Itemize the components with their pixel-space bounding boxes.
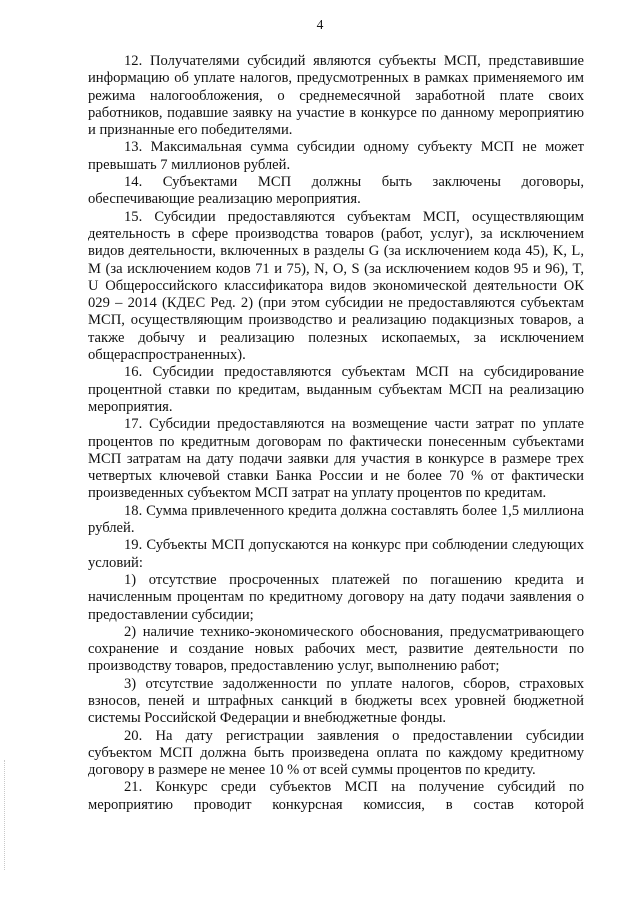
paragraph-19-admission-conditions: 19. Субъекты МСП допускаются на конкурс при соблюдении следующих условий: <box>88 537 584 571</box>
paragraph-18-credit-amount: 18. Сумма привлеченного кредита должна составлять более 1,5 миллиона рублей. <box>88 502 584 537</box>
paragraph-13-max-subsidy: 13. Максимальная сумма субсидии одному субъекту МСП не может превышать 7 миллионов рублей. <box>88 139 584 173</box>
condition-2-feasibility-study: 2) наличие технико-экономического обоснования, предусматривающего сохранение и создание новых рабочих мест, развитие деятельности по производству товаров, предоставлению услуг, выполнению работ; <box>88 623 584 675</box>
paragraph-12-recipients: 12. Получателями субсидий являются субъекты МСП, представившие информацию об уплате налогов, предусмотренных в рамках применяемого им режима налогообложения, о среднемесячной заработной плате своих работников, подавшие заявку на участие в конкурсе по данному мероприятию и признанные его победителями. <box>88 53 584 139</box>
paragraph-17-cost-reimbursement: 17. Субсидии предоставляются на возмещение части затрат по уплате процентов по кредитным договорам по фактически понесенным субъектами МСП затратам на дату подачи заявки для участия в конкурсе в размере трех четвертых ключевой ставки Банка России и не более 70 % от фактически произведенных субъектом МСП затрат на уплату процентов по кредитам. <box>88 416 584 502</box>
document-body <box>88 53 584 814</box>
page-number: 4 <box>316 17 324 32</box>
paragraph-21-commission: 21. Конкурс среди субъектов МСП на получение субсидий по мероприятию проводит конкурсная комиссия, в состав которой <box>88 779 584 813</box>
paragraph-14-contracts: 14. Субъектами МСП должны быть заключены договоры, обеспечивающие реализацию мероприятия. <box>88 174 584 208</box>
condition-1-no-overdue-payments: 1) отсутствие просроченных платежей по погашению кредита и начисленным процентам по кредитному договору на дату подачи заявления о предоставлении субсидии; <box>88 571 584 623</box>
paragraph-15-eligible-activities: 15. Субсидии предоставляются субъектам МСП, осуществляющим деятельность в сфере производства товаров (работ, услуг), за исключением видов деятельности, включенных в разделы G (за исключением кода 45), K, L, M (за исключением кодов 71 и 75), N, O, S (за исключением кодов 95 и 96), T, U Общероссийского классификатора видов экономической деятельности ОК 029 – 2014 (КДЕС Ред. 2) (при этом субсидии не предоставляются субъектам МСП, осуществляющим производство и реализацию подакцизных товаров, а также добычу и реализацию полезных ископаемых, за исключением общераспространенных). <box>88 208 584 364</box>
paragraph-16-interest-subsidy: 16. Субсидии предоставляются субъектам МСП на субсидирование процентной ставки по кредитам, выданным субъектам МСП на реализацию мероприятия. <box>88 364 584 415</box>
condition-3-no-tax-debt: 3) отсутствие задолженности по уплате налогов, сборов, страховых взносов, пеней и штрафных санкций в бюджеты всех уровней бюджетной системы Российской Федерации и внебюджетные фонды. <box>88 675 584 727</box>
paragraph-20-payment-requirement: 20. На дату регистрации заявления о предоставлении субсидии субъектом МСП должна быть произведена оплата по каждому кредитному договору в размере не менее 10 % от всей суммы процентов по кредиту. <box>88 727 584 779</box>
scan-margin-mark <box>4 760 6 870</box>
